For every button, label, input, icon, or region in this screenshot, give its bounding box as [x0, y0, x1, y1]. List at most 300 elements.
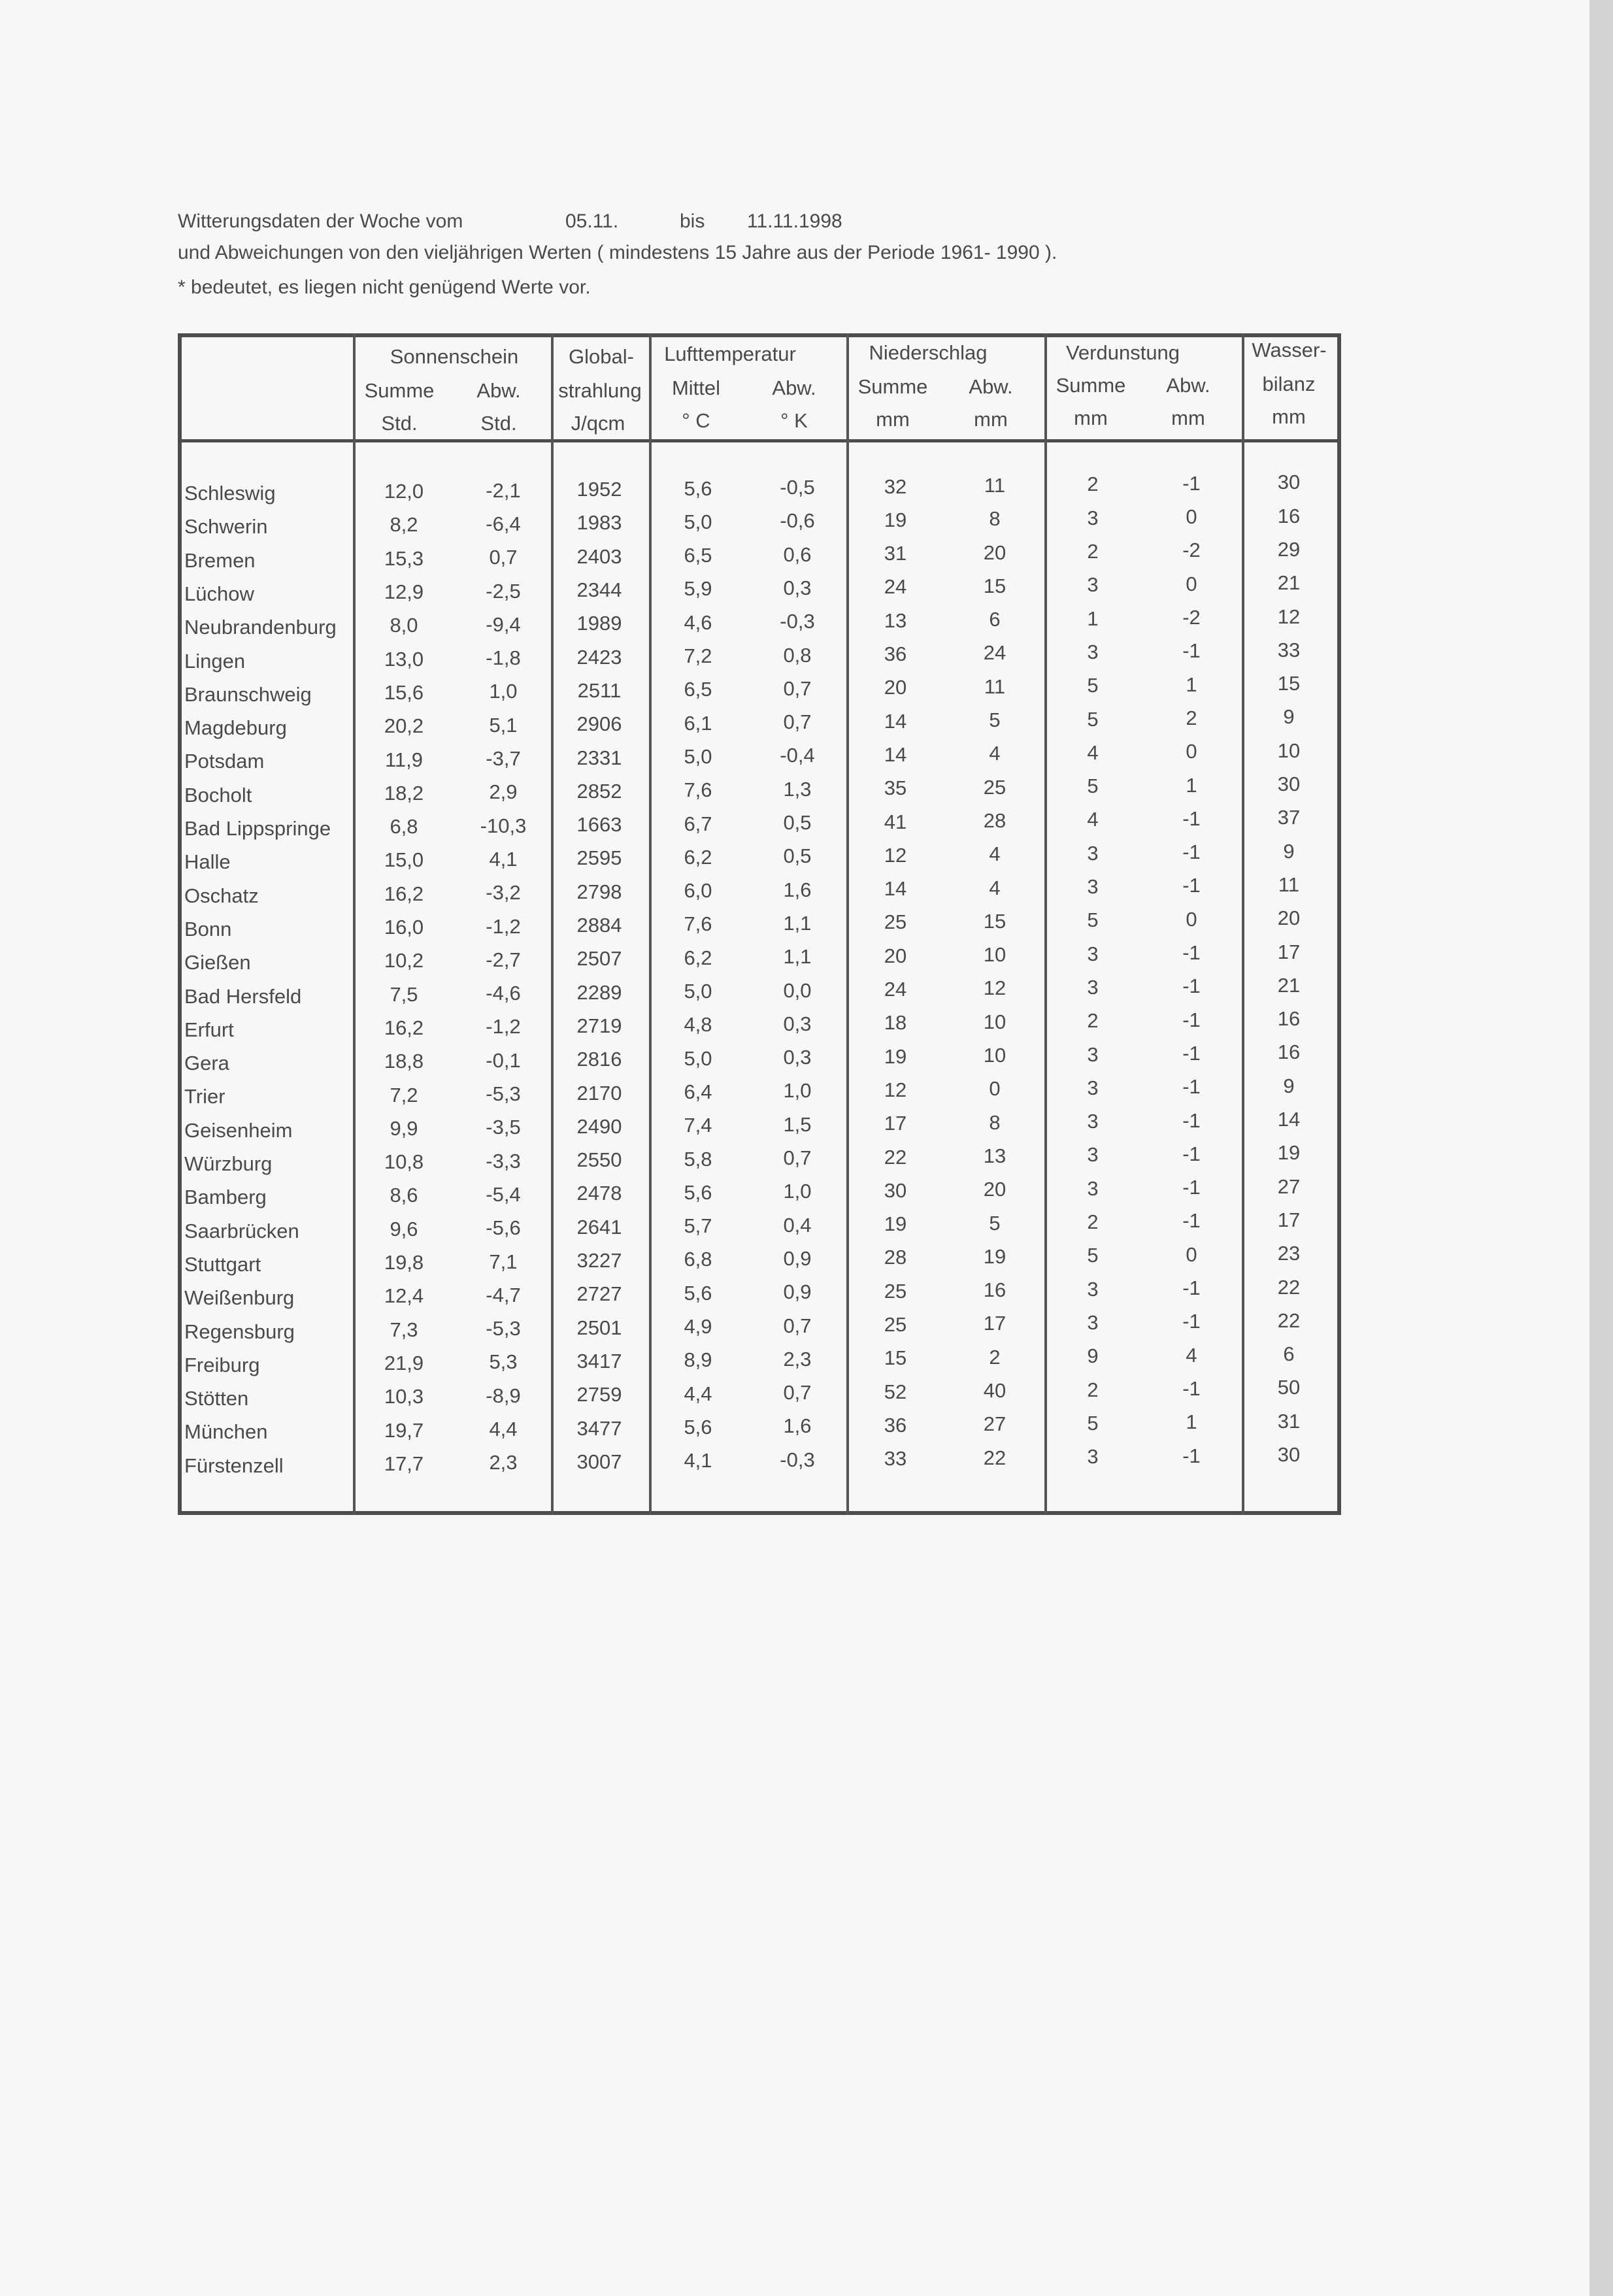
cell-verd-summe: 5 [1087, 674, 1099, 697]
cell-sonne-abw: -3,7 [486, 747, 521, 771]
cell-sonne-abw: -4,7 [486, 1283, 521, 1306]
cell-temp-mittel: 5,6 [684, 1415, 712, 1439]
cell-temp-abw: 0,3 [783, 576, 812, 599]
cell-bilanz: 10 [1277, 739, 1301, 762]
cell-verd-abw: 2 [1186, 706, 1197, 729]
cell-sonne-summe: 7,5 [390, 982, 418, 1006]
cell-temp-abw: 0,9 [783, 1246, 812, 1270]
cell-nied-abw: 15 [983, 574, 1006, 597]
cell-sonne-summe: 8,6 [390, 1184, 418, 1207]
cell-nied-abw: 40 [983, 1379, 1006, 1403]
column-divider [1044, 333, 1047, 1515]
cell-nied-abw: 10 [983, 943, 1006, 967]
cell-bilanz: 6 [1283, 1342, 1295, 1366]
cell-temp-abw: 0,5 [783, 844, 812, 868]
cell-nied-abw: 22 [983, 1446, 1006, 1469]
cell-station: Trier [184, 1085, 225, 1108]
cell-verd-abw: -1 [1182, 1276, 1201, 1300]
cell-strahlung: 3227 [576, 1249, 622, 1273]
col-strahlung: strahlung [558, 379, 642, 402]
cell-nied-summe: 36 [884, 1413, 907, 1437]
cell-verd-abw: 4 [1186, 1343, 1197, 1367]
cell-station: Regensburg [184, 1320, 295, 1343]
cell-nied-summe: 12 [884, 843, 907, 867]
cell-sonne-summe: 19,8 [384, 1251, 424, 1274]
cell-strahlung: 2759 [576, 1383, 622, 1406]
cell-bilanz: 31 [1277, 1409, 1301, 1433]
cell-bilanz: 21 [1277, 973, 1301, 997]
cell-strahlung: 2641 [576, 1215, 622, 1239]
cell-temp-abw: 0,3 [783, 1012, 812, 1035]
unit-temp-abw: ° K [780, 409, 808, 432]
cell-temp-mittel: 6,0 [684, 879, 712, 903]
cell-sonne-abw: -8,9 [486, 1384, 521, 1407]
cell-nied-summe: 14 [884, 742, 907, 766]
cell-verd-summe: 3 [1087, 1277, 1099, 1301]
cell-temp-abw: -0,3 [780, 610, 815, 633]
cell-verd-abw: 1 [1186, 673, 1197, 696]
table-header-separator [178, 439, 1341, 442]
cell-station: Bad Lippspringe [184, 817, 331, 840]
cell-strahlung: 2852 [576, 779, 622, 803]
col-verd-abw: Abw. [1166, 374, 1210, 397]
cell-temp-abw: 1,0 [783, 1180, 812, 1203]
cell-bilanz: 12 [1277, 605, 1301, 628]
cell-nied-summe: 33 [884, 1447, 907, 1471]
cell-station: Schwerin [184, 515, 268, 539]
cell-sonne-summe: 7,2 [390, 1083, 418, 1106]
cell-verd-abw: -1 [1182, 639, 1201, 663]
cell-verd-summe: 3 [1087, 640, 1099, 663]
cell-nied-abw: 11 [984, 674, 1006, 698]
cell-bilanz: 30 [1277, 773, 1301, 796]
cell-temp-abw: -0,3 [780, 1448, 815, 1471]
cell-verd-abw: -1 [1182, 1209, 1201, 1233]
cell-sonne-summe: 16,2 [384, 882, 424, 905]
cell-verd-summe: 4 [1087, 808, 1099, 831]
cell-nied-abw: 20 [983, 541, 1006, 564]
col-bilanz: bilanz [1262, 373, 1316, 395]
cell-verd-summe: 2 [1087, 1378, 1099, 1401]
cell-station: Bonn [184, 917, 232, 940]
cell-nied-summe: 31 [884, 542, 907, 565]
cell-nied-summe: 52 [884, 1380, 907, 1403]
cell-nied-summe: 32 [884, 474, 907, 498]
cell-sonne-abw: -2,7 [486, 948, 521, 971]
cell-verd-summe: 3 [1087, 942, 1099, 965]
cell-temp-mittel: 7,2 [684, 644, 712, 668]
cell-sonne-abw: 5,1 [489, 713, 518, 737]
cell-verd-abw: 1 [1186, 773, 1197, 797]
cell-nied-summe: 25 [884, 910, 907, 934]
cell-sonne-abw: -3,2 [486, 881, 521, 905]
cell-nied-summe: 30 [884, 1178, 907, 1202]
cell-sonne-summe: 12,4 [384, 1284, 424, 1308]
cell-strahlung: 2550 [576, 1148, 622, 1172]
cell-nied-abw: 15 [983, 909, 1006, 933]
cell-sonne-abw: -2,1 [486, 478, 521, 502]
cell-nied-abw: 8 [989, 1110, 1001, 1134]
column-divider [551, 333, 554, 1515]
cell-temp-mittel: 6,2 [684, 946, 712, 969]
cell-temp-mittel: 6,5 [684, 544, 712, 567]
cell-temp-abw: -0,4 [780, 744, 815, 767]
cell-bilanz: 14 [1277, 1108, 1301, 1131]
column-divider [1242, 333, 1244, 1515]
cell-strahlung: 2906 [576, 712, 622, 736]
cell-nied-summe: 35 [884, 776, 907, 800]
cell-nied-summe: 20 [884, 944, 907, 967]
cell-station: Bad Hersfeld [184, 984, 302, 1008]
unit-verd-abw: mm [1171, 407, 1205, 429]
cell-nied-abw: 12 [983, 976, 1006, 1000]
cell-strahlung: 2595 [576, 846, 622, 870]
cell-temp-mittel: 5,6 [684, 476, 712, 500]
cell-strahlung: 2331 [576, 746, 622, 769]
cell-verd-abw: 1 [1186, 1410, 1197, 1434]
cell-verd-summe: 4 [1087, 740, 1099, 764]
cell-verd-abw: -1 [1182, 1176, 1201, 1199]
cell-nied-summe: 36 [884, 642, 907, 665]
cell-station: Lüchow [184, 582, 254, 605]
cell-verd-abw: -1 [1182, 974, 1201, 998]
cell-nied-summe: 15 [884, 1346, 907, 1370]
cell-sonne-abw: -5,4 [486, 1182, 521, 1206]
cell-verd-summe: 5 [1087, 908, 1099, 932]
header-date-from: 05.11. [565, 210, 619, 232]
cell-sonne-abw: 0,7 [489, 546, 518, 569]
cell-nied-summe: 22 [884, 1145, 907, 1169]
cell-verd-summe: 3 [1087, 1076, 1099, 1099]
col-nied-summe: Summe [857, 375, 928, 398]
cell-nied-abw: 5 [989, 708, 1001, 732]
cell-nied-abw: 2 [989, 1345, 1001, 1369]
col-temp-abw: Abw. [772, 376, 816, 399]
cell-sonne-abw: -1,2 [486, 914, 521, 938]
cell-temp-mittel: 6,7 [684, 812, 712, 835]
cell-temp-abw: 0,0 [783, 978, 812, 1002]
cell-nied-abw: 20 [983, 1178, 1006, 1201]
cell-verd-summe: 3 [1087, 875, 1099, 899]
cell-temp-mittel: 4,1 [684, 1449, 712, 1472]
cell-sonne-summe: 16,2 [384, 1016, 424, 1039]
cell-sonne-summe: 15,6 [384, 680, 424, 704]
cell-station: Bremen [184, 548, 256, 572]
cell-temp-mittel: 7,6 [684, 778, 712, 802]
cell-station: Potsdam [184, 750, 265, 773]
cell-verd-summe: 3 [1087, 1310, 1099, 1334]
cell-verd-abw: 0 [1186, 505, 1197, 529]
cell-sonne-abw: 2,9 [489, 780, 518, 804]
cell-verd-summe: 2 [1087, 473, 1099, 496]
cell-sonne-abw: 2,3 [489, 1451, 518, 1474]
cell-nied-abw: 4 [989, 876, 1001, 899]
cell-temp-mittel: 5,6 [684, 1281, 712, 1305]
cell-sonne-summe: 16,0 [384, 916, 424, 939]
cell-nied-summe: 28 [884, 1246, 907, 1269]
cell-strahlung: 2884 [576, 914, 622, 937]
cell-nied-summe: 12 [884, 1078, 907, 1101]
cell-sonne-summe: 21,9 [384, 1351, 424, 1374]
cell-sonne-abw: -5,3 [486, 1317, 521, 1340]
cell-verd-abw: 0 [1186, 740, 1197, 763]
cell-nied-abw: 19 [983, 1244, 1006, 1268]
cell-sonne-summe: 19,7 [384, 1418, 424, 1442]
cell-sonne-abw: -6,4 [486, 512, 521, 535]
cell-verd-abw: -1 [1182, 1108, 1201, 1132]
cell-strahlung: 2507 [576, 947, 622, 971]
cell-station: Lingen [184, 649, 246, 673]
cell-sonne-abw: 4,1 [489, 847, 518, 871]
cell-verd-abw: -1 [1182, 807, 1201, 830]
cell-temp-abw: 0,8 [783, 643, 812, 667]
cell-temp-abw: -0,5 [780, 476, 815, 499]
cell-bilanz: 33 [1277, 638, 1301, 661]
cell-sonne-abw: -1,2 [486, 1015, 521, 1039]
cell-station: Oschatz [184, 884, 259, 907]
cell-temp-mittel: 5,9 [684, 577, 712, 601]
cell-station: Magdeburg [184, 716, 287, 740]
cell-temp-abw: 2,3 [783, 1347, 812, 1371]
cell-sonne-summe: 7,3 [390, 1318, 418, 1341]
cell-verd-summe: 2 [1087, 540, 1099, 563]
cell-nied-summe: 13 [884, 608, 907, 632]
cell-bilanz: 9 [1283, 1074, 1295, 1097]
col-nied-abw: Abw. [969, 375, 1013, 398]
cell-verd-abw: -1 [1182, 1444, 1201, 1467]
cell-strahlung: 2798 [576, 880, 622, 903]
cell-bilanz: 19 [1277, 1141, 1301, 1165]
cell-sonne-summe: 9,9 [390, 1116, 418, 1140]
cell-verd-summe: 3 [1087, 1176, 1099, 1200]
cell-station: Bocholt [184, 783, 252, 807]
cell-bilanz: 17 [1277, 940, 1301, 963]
cell-sonne-summe: 15,0 [384, 848, 424, 872]
cell-strahlung: 2816 [576, 1048, 622, 1071]
cell-strahlung: 3477 [576, 1416, 622, 1440]
cell-temp-mittel: 6,1 [684, 711, 712, 735]
cell-temp-abw: 1,1 [783, 945, 812, 969]
cell-verd-abw: -1 [1182, 1142, 1201, 1165]
cell-bilanz: 27 [1277, 1174, 1301, 1198]
cell-sonne-summe: 10,8 [384, 1150, 424, 1174]
cell-strahlung: 2490 [576, 1114, 622, 1138]
unit-bilanz: mm [1272, 405, 1306, 428]
cell-strahlung: 3417 [576, 1349, 622, 1373]
cell-nied-abw: 28 [983, 808, 1006, 832]
cell-sonne-summe: 11,9 [384, 748, 424, 771]
cell-station: Saarbrücken [184, 1219, 299, 1242]
cell-sonne-summe: 10,2 [384, 949, 424, 973]
cell-temp-mittel: 5,8 [684, 1147, 712, 1171]
cell-verd-abw: -1 [1182, 1008, 1201, 1031]
column-divider [846, 333, 849, 1515]
cell-sonne-abw: 7,1 [489, 1250, 518, 1273]
cell-sonne-abw: 5,3 [489, 1350, 518, 1374]
cell-sonne-abw: -4,6 [486, 982, 521, 1005]
cell-verd-summe: 3 [1087, 1445, 1099, 1469]
unit-strahlung: J/qcm [571, 412, 625, 435]
cell-sonne-abw: -3,5 [486, 1116, 521, 1139]
cell-nied-abw: 5 [989, 1211, 1001, 1235]
cell-nied-summe: 24 [884, 978, 907, 1001]
cell-temp-mittel: 5,6 [684, 1180, 712, 1204]
cell-station: Freiburg [184, 1353, 260, 1376]
cell-temp-mittel: 6,5 [684, 678, 712, 701]
column-divider [353, 333, 356, 1515]
cell-nied-abw: 8 [989, 507, 1001, 531]
cell-bilanz: 16 [1277, 1007, 1301, 1031]
cell-temp-mittel: 7,4 [684, 1114, 712, 1137]
cell-verd-abw: -1 [1182, 471, 1201, 495]
cell-nied-summe: 25 [884, 1313, 907, 1336]
cell-verd-abw: 0 [1186, 572, 1197, 595]
cell-temp-mittel: 4,4 [684, 1382, 712, 1405]
cell-nied-abw: 10 [983, 1010, 1006, 1033]
cell-strahlung: 2344 [576, 578, 622, 602]
cell-verd-summe: 5 [1087, 774, 1099, 798]
cell-sonne-summe: 9,6 [390, 1217, 418, 1240]
cell-station: Fürstenzell [184, 1454, 284, 1477]
cell-nied-summe: 14 [884, 877, 907, 901]
cell-nied-summe: 19 [884, 1044, 907, 1068]
cell-temp-abw: 1,0 [783, 1079, 812, 1103]
cell-strahlung: 2170 [576, 1081, 622, 1105]
cell-nied-summe: 41 [884, 810, 907, 833]
cell-sonne-summe: 12,9 [384, 580, 424, 604]
cell-verd-summe: 3 [1087, 841, 1099, 865]
cell-verd-summe: 5 [1087, 1244, 1099, 1267]
cell-verd-abw: -1 [1182, 1310, 1201, 1333]
cell-bilanz: 17 [1277, 1208, 1301, 1231]
cell-verd-summe: 5 [1087, 707, 1099, 731]
cell-station: Halle [184, 850, 231, 874]
column-divider [649, 333, 652, 1515]
header-note: * bedeutet, es liegen nicht genügend Werte vor. [178, 276, 591, 298]
cell-temp-abw: -0,6 [780, 509, 815, 533]
cell-bilanz: 30 [1277, 1443, 1301, 1467]
cell-nied-summe: 19 [884, 1212, 907, 1236]
cell-verd-abw: 0 [1186, 1242, 1197, 1266]
cell-sonne-summe: 13,0 [384, 647, 424, 671]
cell-bilanz: 16 [1277, 504, 1301, 527]
cell-sonne-summe: 17,7 [384, 1452, 424, 1475]
cell-nied-abw: 25 [983, 775, 1006, 799]
col-sonne-abw: Abw. [476, 379, 521, 402]
cell-temp-mittel: 5,0 [684, 744, 712, 768]
col-header-sonnenschein: Sonnenschein [390, 345, 519, 368]
cell-verd-abw: -2 [1182, 539, 1201, 562]
cell-station: Braunschweig [184, 682, 312, 706]
cell-temp-abw: 0,3 [783, 1046, 812, 1069]
cell-bilanz: 11 [1278, 873, 1300, 896]
cell-station: Neubrandenburg [184, 616, 337, 639]
col-header-lufttemperatur: Lufttemperatur [664, 342, 796, 365]
cell-temp-mittel: 6,8 [684, 1248, 712, 1271]
cell-temp-abw: 0,7 [783, 1314, 812, 1337]
cell-strahlung: 2478 [576, 1182, 622, 1205]
cell-strahlung: 1952 [576, 478, 622, 501]
col-verd-summe: Summe [1056, 374, 1126, 397]
unit-temp-mittel: ° C [682, 409, 710, 432]
cell-verd-abw: -1 [1182, 1041, 1201, 1065]
cell-strahlung: 2289 [576, 980, 622, 1004]
cell-sonne-abw: -1,8 [486, 646, 521, 670]
cell-strahlung: 2403 [576, 544, 622, 568]
cell-nied-summe: 14 [884, 709, 907, 733]
unit-sonne-abw: Std. [480, 412, 517, 435]
col-header-wasser: Wasser- [1252, 339, 1327, 361]
cell-sonne-summe: 18,2 [384, 781, 424, 805]
cell-nied-abw: 0 [989, 1077, 1001, 1101]
cell-temp-mittel: 5,0 [684, 1046, 712, 1070]
cell-nied-abw: 4 [989, 842, 1001, 866]
cell-temp-abw: 0,9 [783, 1280, 812, 1304]
cell-temp-abw: 1,5 [783, 1112, 812, 1136]
cell-temp-mittel: 4,9 [684, 1315, 712, 1339]
cell-nied-abw: 13 [983, 1144, 1006, 1167]
cell-sonne-summe: 15,3 [384, 546, 424, 570]
cell-station: Stötten [184, 1387, 249, 1410]
cell-strahlung: 2727 [576, 1282, 622, 1306]
cell-nied-summe: 25 [884, 1279, 907, 1303]
cell-bilanz: 50 [1277, 1376, 1301, 1399]
col-sonne-summe: Summe [364, 379, 435, 402]
cell-strahlung: 2719 [576, 1014, 622, 1037]
cell-verd-summe: 3 [1087, 1042, 1099, 1066]
cell-temp-mittel: 5,0 [684, 510, 712, 533]
cell-strahlung: 1983 [576, 511, 622, 535]
cell-sonne-summe: 12,0 [384, 480, 424, 503]
cell-verd-abw: -2 [1182, 606, 1201, 629]
cell-sonne-summe: 6,8 [390, 815, 418, 839]
cell-strahlung: 2511 [577, 678, 622, 702]
cell-verd-summe: 3 [1087, 506, 1099, 529]
cell-strahlung: 3007 [576, 1450, 622, 1473]
cell-bilanz: 29 [1277, 537, 1301, 561]
cell-sonne-summe: 20,2 [384, 714, 424, 738]
cell-temp-mittel: 8,9 [684, 1348, 712, 1372]
cell-nied-abw: 17 [983, 1312, 1006, 1335]
cell-verd-summe: 3 [1087, 1110, 1099, 1133]
cell-temp-abw: 0,5 [783, 811, 812, 835]
cell-sonne-summe: 18,8 [384, 1050, 424, 1073]
cell-strahlung: 2501 [576, 1316, 622, 1339]
cell-strahlung: 1989 [576, 612, 622, 635]
cell-bilanz: 22 [1277, 1308, 1301, 1332]
cell-nied-abw: 4 [989, 742, 1001, 765]
cell-verd-abw: -1 [1182, 941, 1201, 965]
cell-sonne-abw: -5,6 [486, 1216, 521, 1240]
cell-station: Würzburg [184, 1152, 273, 1175]
header-title: Witterungsdaten der Woche vom [178, 210, 463, 232]
cell-station: Geisenheim [184, 1118, 293, 1142]
cell-strahlung: 1663 [576, 813, 622, 837]
cell-station: Schleswig [184, 482, 276, 505]
cell-sonne-abw: -2,5 [486, 579, 521, 603]
cell-strahlung: 2423 [576, 645, 622, 669]
cell-sonne-summe: 8,2 [390, 513, 418, 537]
cell-bilanz: 20 [1277, 907, 1301, 930]
cell-verd-summe: 9 [1087, 1344, 1099, 1368]
cell-nied-abw: 16 [983, 1278, 1006, 1302]
cell-verd-abw: 0 [1186, 907, 1197, 931]
cell-bilanz: 16 [1277, 1040, 1301, 1064]
cell-bilanz: 9 [1283, 839, 1295, 863]
cell-bilanz: 9 [1283, 705, 1295, 729]
col-header-niederschlag: Niederschlag [869, 341, 988, 364]
cell-bilanz: 23 [1277, 1242, 1301, 1265]
